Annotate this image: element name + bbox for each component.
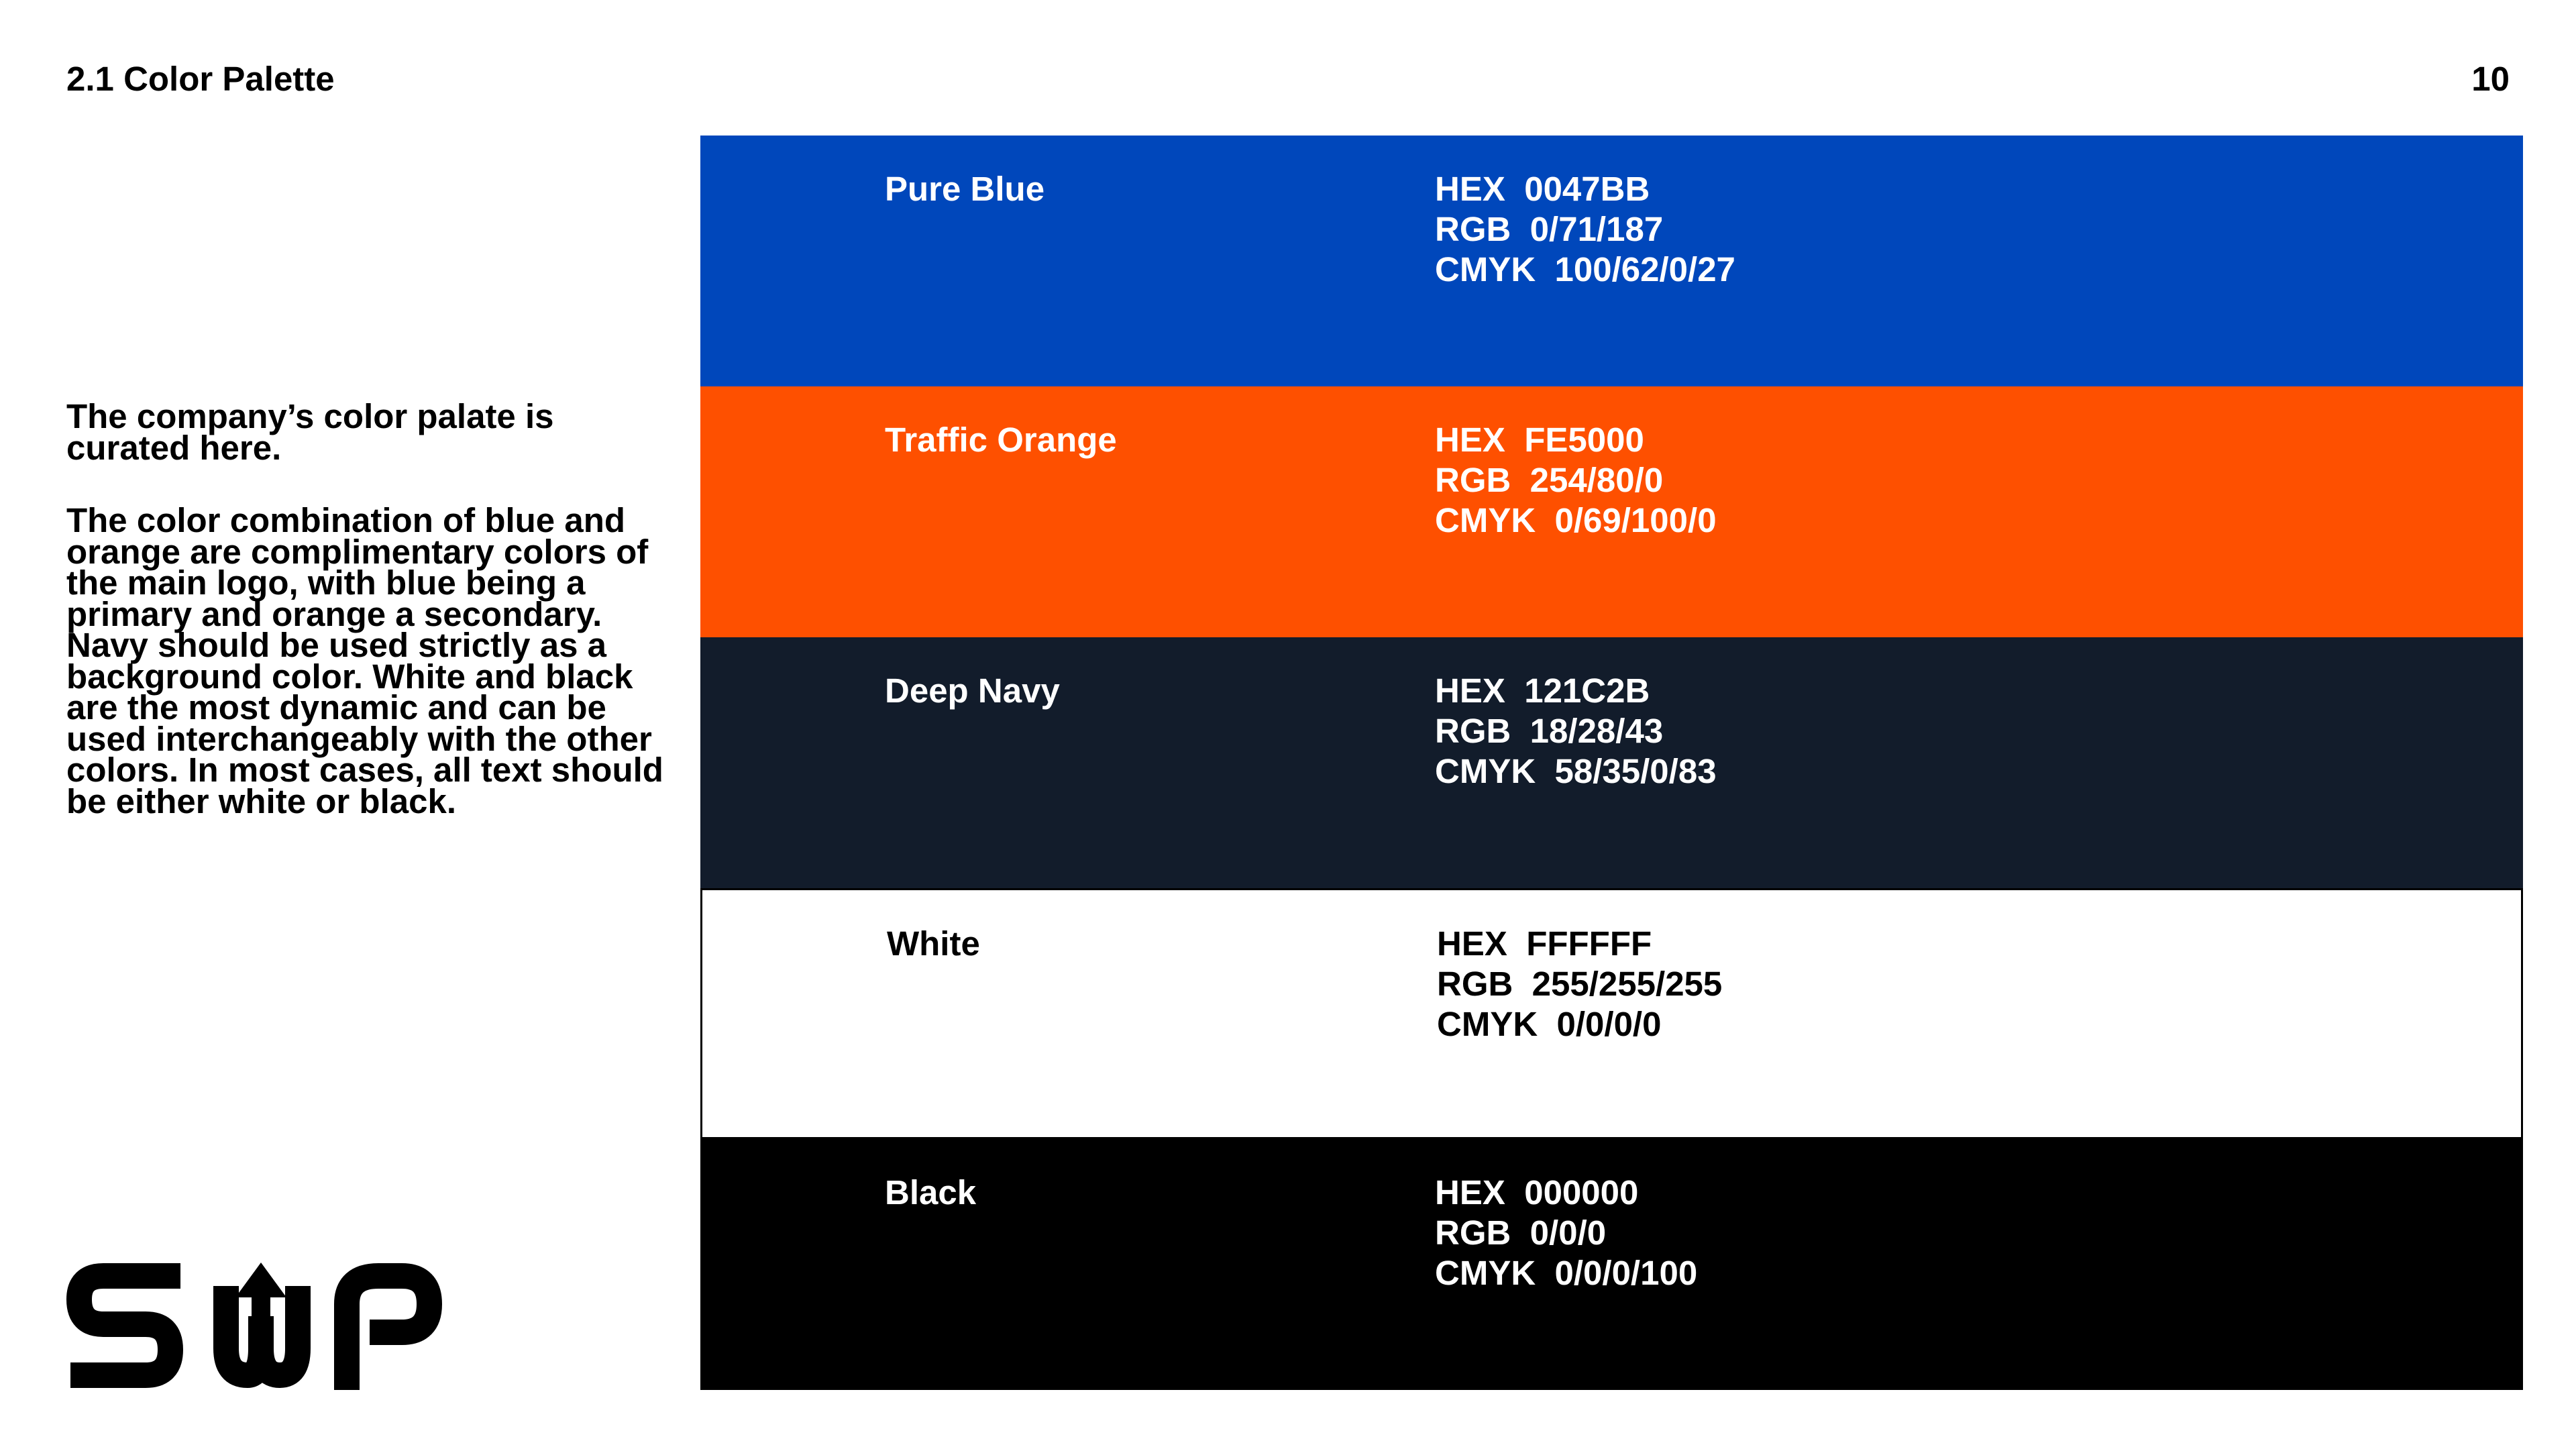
swatch-name: Pure Blue xyxy=(885,170,1045,208)
hex-value: HEX 0047BB xyxy=(1435,170,1650,208)
swp-logo-icon xyxy=(66,1263,442,1390)
swatch-values xyxy=(1435,420,1717,541)
swatch-name: Traffic Orange xyxy=(885,421,1117,459)
swatch-name: Deep Navy xyxy=(885,672,1060,710)
cmyk-value: CMYK 100/62/0/27 xyxy=(1435,250,1735,288)
hex-value: HEX 000000 xyxy=(1435,1173,1639,1212)
swatch-values xyxy=(1437,924,1722,1044)
swatch-name: White xyxy=(887,924,980,963)
description-intro: The company’s color palate is curated here. xyxy=(66,397,554,467)
rgb-value: RGB 254/80/0 xyxy=(1435,461,1664,499)
color-palette xyxy=(700,136,2523,1387)
hex-value: HEX 121C2B xyxy=(1435,672,1650,710)
hex-value: HEX FE5000 xyxy=(1435,421,1644,459)
swatch-black xyxy=(700,1139,2523,1390)
swatch-deep-navy xyxy=(700,637,2523,888)
description-body: The color combination of blue and orange are complimentary colors of the main logo, with blue being a primary and orange a secondary. Navy should be used strictly as a background color. White and black are the most dynamic and can be used interchangeably with the other colors. In most cases, all text should be either white or black. xyxy=(66,501,663,820)
cmyk-value: CMYK 0/0/0/0 xyxy=(1437,1005,1662,1043)
swatch-name: Black xyxy=(885,1173,977,1212)
rgb-value: RGB 0/0/0 xyxy=(1435,1214,1607,1252)
page-number: 10 xyxy=(2471,60,2510,98)
rgb-value: RGB 0/71/187 xyxy=(1435,210,1664,248)
swatch-traffic-orange xyxy=(700,386,2523,637)
section-title: 2.1 Color Palette xyxy=(66,60,335,98)
cmyk-value: CMYK 0/0/0/100 xyxy=(1435,1254,1698,1292)
swatch-values xyxy=(1435,1173,1697,1293)
rgb-value: RGB 255/255/255 xyxy=(1437,965,1723,1003)
swatch-pure-blue xyxy=(700,136,2523,386)
swatch-values xyxy=(1435,169,1735,290)
cmyk-value: CMYK 58/35/0/83 xyxy=(1435,752,1717,790)
rgb-value: RGB 18/28/43 xyxy=(1435,712,1664,750)
cmyk-value: CMYK 0/69/100/0 xyxy=(1435,501,1717,539)
swatch-values xyxy=(1435,671,1717,792)
palette-description xyxy=(66,397,670,859)
hex-value: HEX FFFFFF xyxy=(1437,924,1652,963)
swatch-white xyxy=(700,888,2523,1139)
